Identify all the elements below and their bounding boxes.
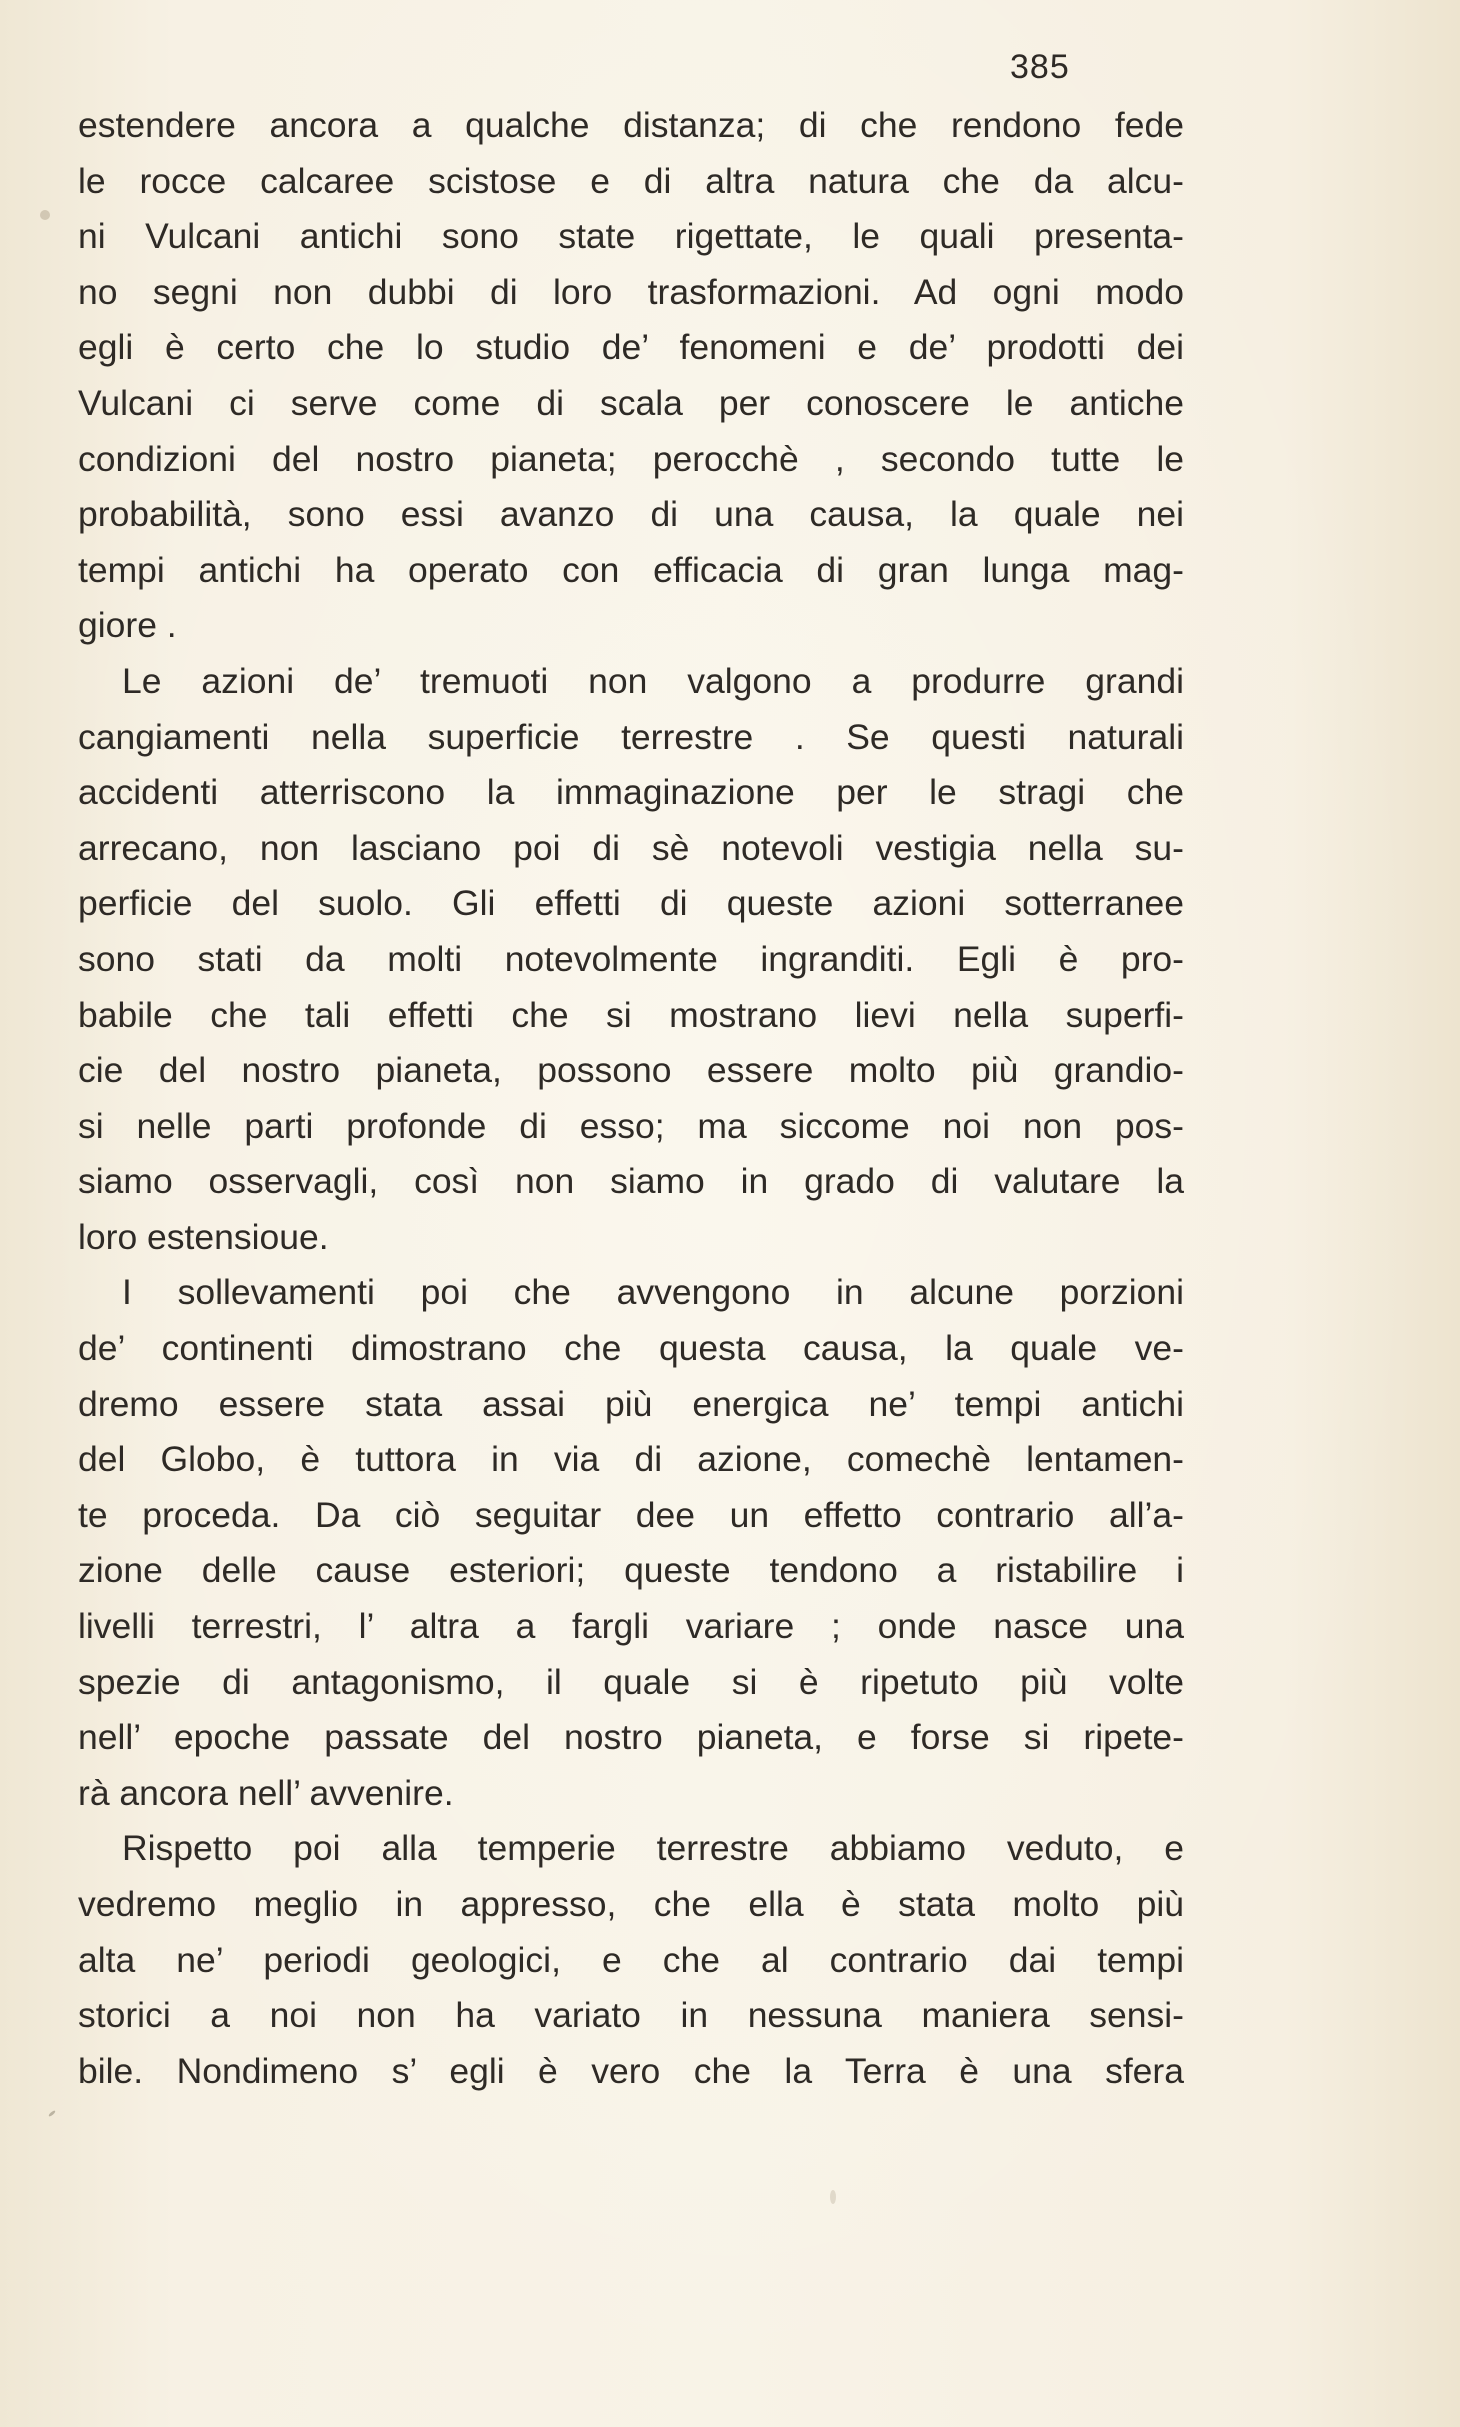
body-text — [78, 98, 1184, 2099]
text-line: perficie del suolo. Gli effetti di queste azioni sotterranee — [78, 883, 1184, 924]
paragraph — [78, 98, 1184, 654]
text-line: si nelle parti profonde di esso; ma siccome noi non pos- — [78, 1105, 1184, 1146]
text-line: del Globo, è tuttora in via di azione, comechè lentamen- — [78, 1439, 1184, 1480]
text-line: babile che tali effetti che si mostrano lievi nella superfi- — [78, 994, 1184, 1035]
text-line: le rocce calcaree scistose e di altra natura che da alcu- — [78, 160, 1184, 201]
text-line: alta ne’ periodi geologici, e che al contrario dai tempi — [78, 1939, 1184, 1980]
text-line: livelli terrestri, l’ altra a fargli variare ; onde nasce una — [78, 1606, 1184, 1647]
text-line: sono stati da molti notevolmente ingranditi. Egli è pro- — [78, 938, 1184, 979]
text-line: spezie di antagonismo, il quale si è ripetuto più volte — [78, 1661, 1184, 1702]
text-line: nell’ epoche passate del nostro pianeta, e forse si ripete- — [78, 1717, 1184, 1758]
text-line: accidenti atterriscono la immaginazione per le stragi che — [78, 772, 1184, 813]
text-line: de’ continenti dimostrano che questa causa, la quale ve- — [78, 1328, 1184, 1369]
text-line: estendere ancora a qualche distanza; di che rendono fede — [78, 105, 1184, 145]
text-line: ni Vulcani antichi sono state rigettate, le quali presenta- — [78, 216, 1184, 257]
text-line: zione delle cause esteriori; queste tendono a ristabilire i — [78, 1550, 1184, 1591]
text-line: egli è certo che lo studio de’ fenomeni e de’ prodotti dei — [78, 327, 1184, 368]
text-line: Rispetto poi alla temperie terrestre abbiamo veduto, e — [122, 1828, 1184, 1869]
text-line: loro estensioue. — [78, 1216, 329, 1257]
page-number: 385 — [1010, 48, 1070, 86]
text-line: te proceda. Da ciò seguitar dee un effetto contrario all’a- — [78, 1494, 1184, 1535]
text-line: bile. Nondimeno s’ egli è vero che la Terra è una sfera — [78, 2050, 1184, 2091]
paragraph — [78, 654, 1184, 1266]
text-line: storici a noi non ha variato in nessuna maniera sensi- — [78, 1995, 1184, 2036]
paper-mark — [48, 2110, 56, 2117]
text-line: I sollevamenti poi che avvengono in alcune porzioni — [122, 1272, 1184, 1313]
paragraph — [78, 1265, 1184, 1821]
paragraph — [78, 1821, 1184, 2099]
paper-stain — [40, 210, 50, 220]
text-line: cangiamenti nella superficie terrestre . Se questi naturali — [78, 716, 1184, 757]
text-line: tempi antichi ha operato con efficacia di gran lunga mag- — [78, 549, 1184, 590]
text-line: probabilità, sono essi avanzo di una causa, la quale nei — [78, 494, 1184, 535]
text-line: Le azioni de’ tremuoti non valgono a produrre grandi — [122, 660, 1184, 701]
text-line: giore . — [78, 605, 177, 646]
text-line: arrecano, non lasciano poi di sè notevoli vestigia nella su- — [78, 827, 1184, 868]
text-line: cie del nostro pianeta, possono essere molto più grandio- — [78, 1050, 1184, 1091]
text-line: siamo osservagli, così non siamo in grado di valutare la — [78, 1161, 1184, 1202]
text-line: dremo essere stata assai più energica ne’ tempi antichi — [78, 1383, 1184, 1424]
paper-stain — [830, 2190, 836, 2204]
text-line: no segni non dubbi di loro trasformazioni. Ad ogni modo — [78, 271, 1184, 312]
text-line: condizioni del nostro pianeta; perocchè , secondo tutte le — [78, 438, 1184, 479]
text-line: rà ancora nell’ avvenire. — [78, 1772, 454, 1813]
text-line: vedremo meglio in appresso, che ella è stata molto più — [78, 1884, 1184, 1924]
text-line: Vulcani ci serve come di scala per conoscere le antiche — [78, 382, 1184, 423]
